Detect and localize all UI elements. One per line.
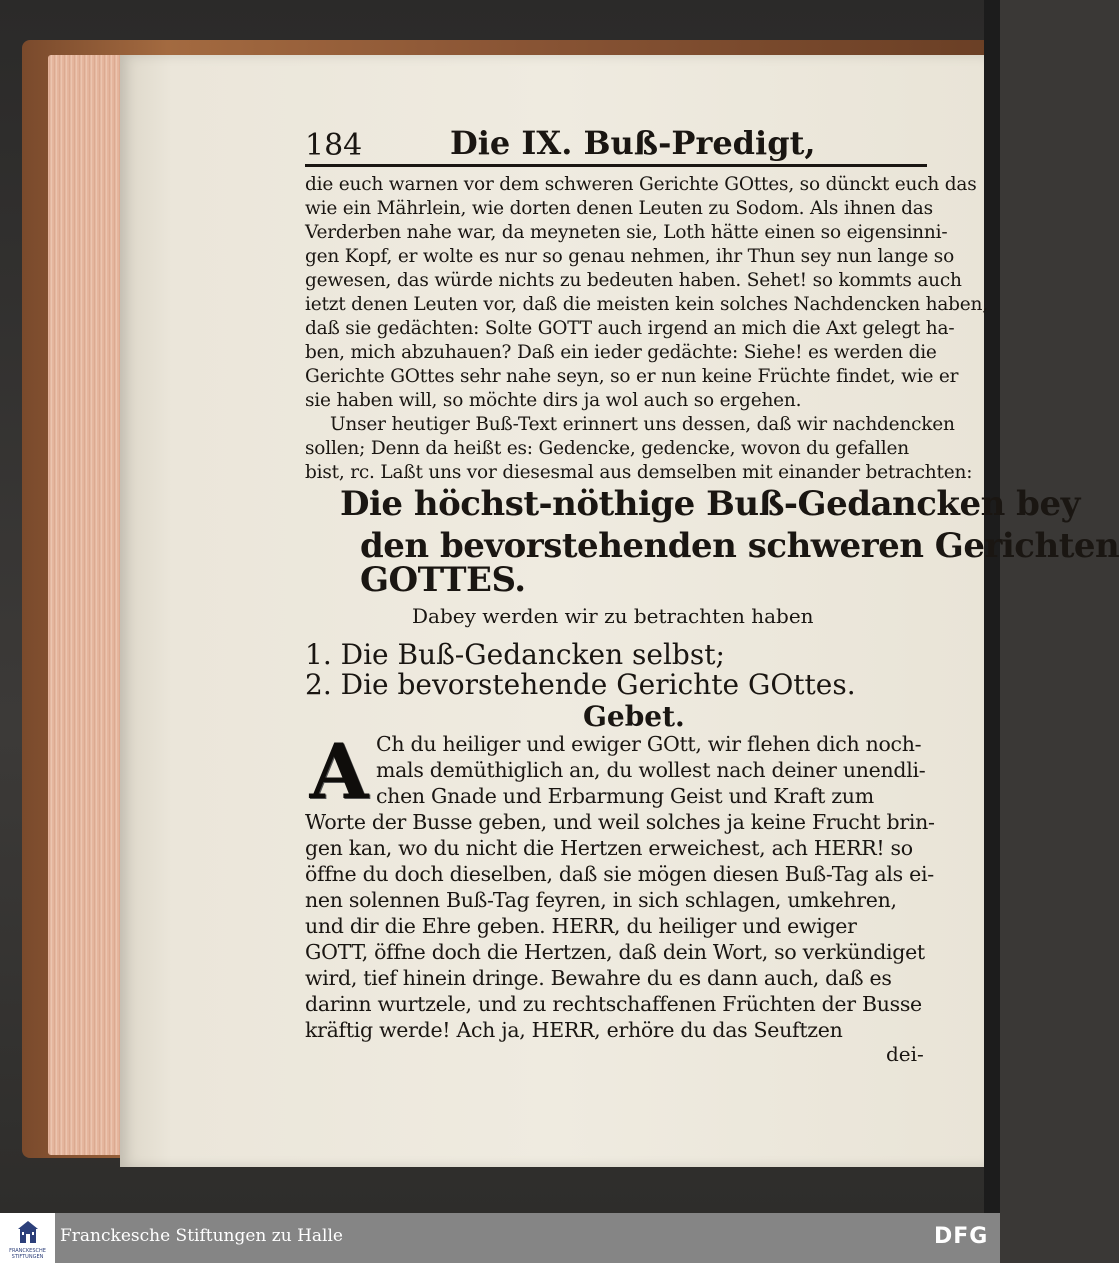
- body-line: gen Kopf, er wolte es nur so genau nehmen, ihr Thun sey nun lange so: [305, 246, 955, 267]
- prayer-line: wird, tief hinein dringe. Bewahre du es dann auch, daß es: [305, 966, 892, 990]
- institution-name: Franckesche Stiftungen zu Halle: [60, 1226, 343, 1246]
- drop-cap-initial: A: [309, 727, 369, 816]
- prayer-heading: Gebet.: [583, 700, 685, 733]
- body-line: Verderben nahe war, da meyneten sie, Loth hätte einen so eigensinni-: [305, 222, 948, 243]
- running-head: Die IX. Buß-Predigt,: [450, 124, 816, 162]
- scan-border: [984, 0, 1000, 1213]
- logo-caption: FRANCKESCHE STIFTUNGEN: [9, 1248, 46, 1260]
- prayer-line: mals demüthiglich an, du wollest nach deiner unendli-: [376, 758, 926, 782]
- franckesche-stiftungen-logo[interactable]: [0, 1213, 55, 1263]
- prayer-line: und dir die Ehre geben. HERR, du heiliger und ewiger: [305, 914, 857, 938]
- sermon-point: 2. Die bevorstehende Gerichte GOttes.: [305, 668, 856, 701]
- body-line: ben, mich abzuhauen? Daß ein ieder gedächte: Siehe! es werden die: [305, 342, 937, 363]
- body-line: daß sie gedächten: Solte GOTT auch irgend an mich die Axt gelegt ha-: [305, 318, 955, 339]
- prayer-line: Ch du heiliger und ewiger GOtt, wir flehen dich noch-: [376, 732, 922, 756]
- sermon-point: 1. Die Buß-Gedancken selbst;: [305, 638, 725, 671]
- prayer-line: kräftig werde! Ach ja, HERR, erhöre du das Seuftzen: [305, 1018, 843, 1042]
- catchword: dei-: [886, 1042, 924, 1066]
- sermon-subtitle: Dabey werden wir zu betrachten haben: [412, 604, 814, 628]
- body-line: wie ein Mährlein, wie dorten denen Leuten zu Sodom. Als ihnen das: [305, 198, 933, 219]
- prayer-line: GOTT, öffne doch die Hertzen, daß dein Wort, so verkündiget: [305, 940, 925, 964]
- prayer-line: Worte der Busse geben, und weil solches ja keine Frucht brin-: [305, 810, 935, 834]
- body-line: bist, rc. Laßt uns vor diesesmal aus demselben mit einander betrachten:: [305, 462, 973, 483]
- body-line: die euch warnen vor dem schweren Gerichte GOttes, so dünckt euch das: [305, 174, 977, 195]
- body-line: ietzt denen Leuten vor, daß die meisten kein solches Nachdencken haben,: [305, 294, 988, 315]
- sermon-title-line: Die höchst-nöthige Buß-Gedancken bey: [340, 484, 1080, 524]
- body-line: sie haben will, so möchte dirs ja wol auch so ergehen.: [305, 390, 802, 411]
- prayer-line: chen Gnade und Erbarmung Geist und Kraft zum: [376, 784, 874, 808]
- sermon-title-line: GOTTES.: [360, 560, 526, 600]
- header-rule: [305, 164, 927, 167]
- body-line: sollen; Denn da heißt es: Gedencke, gedencke, wovon du gefallen: [305, 438, 909, 459]
- page-number: 184: [305, 128, 363, 163]
- prayer-line: nen solennen Buß-Tag feyren, in sich schlagen, umkehren,: [305, 888, 897, 912]
- body-line: Unser heutiger Buß-Text erinnert uns dessen, daß wir nachdencken: [330, 414, 955, 435]
- sermon-title-line: den bevorstehenden schweren Gerichten: [360, 526, 1119, 566]
- prayer-line: gen kan, wo du nicht die Hertzen erweichest, ach HERR! so: [305, 836, 913, 860]
- prayer-line: öffne du doch dieselben, daß sie mögen diesen Buß-Tag als ei-: [305, 862, 934, 886]
- body-line: Gerichte GOttes sehr nahe seyn, so er nun keine Früchte findet, wie er: [305, 366, 959, 387]
- viewer-footer: [0, 1213, 1000, 1263]
- prayer-line: darinn wurtzele, und zu rechtschaffenen Früchten der Busse: [305, 992, 922, 1016]
- dfg-logo[interactable]: DFG: [934, 1224, 989, 1249]
- building-icon: [17, 1219, 39, 1245]
- body-line: gewesen, das würde nichts zu bedeuten haben. Sehet! so kommts auch: [305, 270, 962, 291]
